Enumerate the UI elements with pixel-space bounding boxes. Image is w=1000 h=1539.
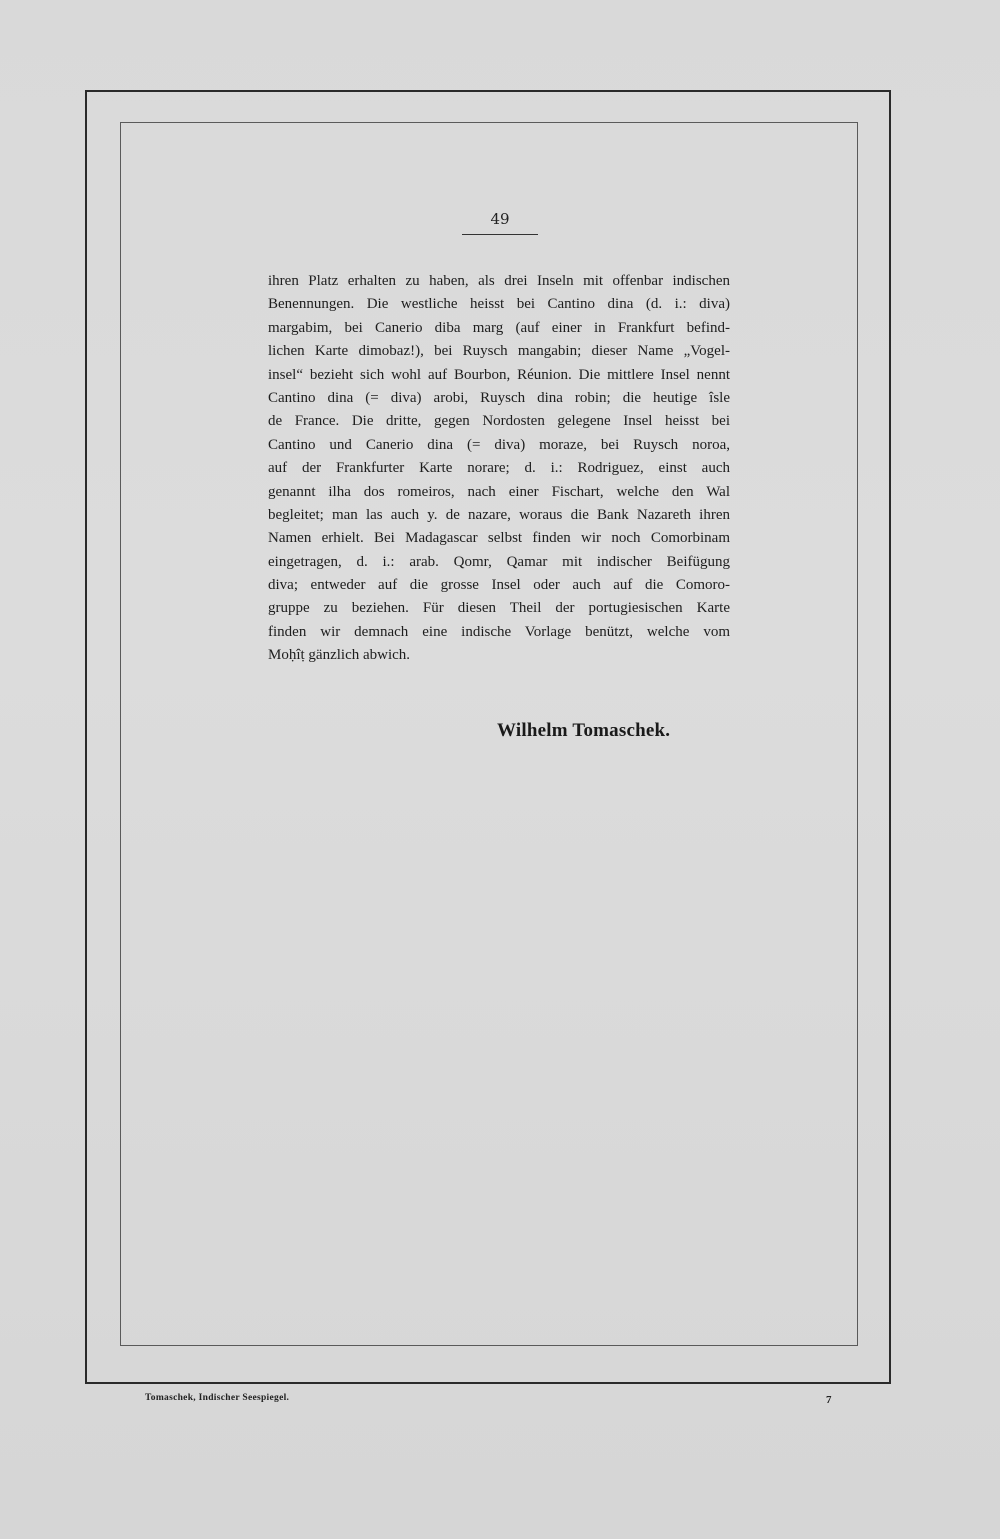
text-line: Moḥîṭ gänzlich abwich. — [268, 647, 411, 664]
page-number-rule — [462, 234, 538, 235]
text-line: finden wir demnach eine indische Vorlage benützt, welche vom — [268, 623, 730, 640]
text-line: Namen erhielt. Bei Madagascar selbst finden wir noch Comorbinam — [268, 530, 730, 547]
footer-signature-mark: 7 — [826, 1394, 832, 1406]
text-line: genannt ilha dos romeiros, nach einer Fischart, welche den Wal — [268, 483, 730, 500]
text-line: begleitet; man las auch y. de nazare, woraus die Bank Nazareth ihren — [268, 506, 730, 523]
text-line: Benennungen. Die westliche heisst bei Cantino dina (d. i.: diva) — [268, 296, 730, 313]
text-line: margabim, bei Canerio diba marg (auf einer in Frankfurt befind- — [268, 319, 730, 336]
text-line: Cantino und Canerio dina (= diva) moraze, bei Ruysch noroa, — [268, 436, 730, 453]
page-number: 49 — [490, 210, 510, 228]
author-signature: Wilhelm Tomaschek. — [497, 720, 671, 741]
body-text — [268, 270, 730, 668]
text-line: lichen Karte dimobaz!), bei Ruysch mangabin; dieser Name „Vogel- — [268, 343, 730, 360]
text-line: auf der Frankfurter Karte norare; d. i.: Rodriguez, einst auch — [268, 460, 730, 477]
text-line: eingetragen, d. i.: arab. Qomr, Qamar mit indischer Beifügung — [268, 553, 730, 570]
text-line: gruppe zu beziehen. Für diesen Theil der portugiesischen Karte — [268, 600, 730, 617]
text-line: de France. Die dritte, gegen Nordosten gelegene Insel heisst bei — [268, 413, 730, 430]
text-line: Cantino dina (= diva) arobi, Ruysch dina robin; die heutige îsle — [268, 389, 730, 406]
text-line: ihren Platz erhalten zu haben, als drei Inseln mit offenbar indischen — [268, 273, 730, 289]
text-line: diva; entweder auf die grosse Insel oder auch auf die Comoro- — [268, 577, 730, 594]
footer-title: Tomaschek, Indischer Seespiegel. — [145, 1393, 290, 1403]
text-line: insel“ bezieht sich wohl auf Bourbon, Réunion. Die mittlere Insel nennt — [268, 366, 730, 383]
